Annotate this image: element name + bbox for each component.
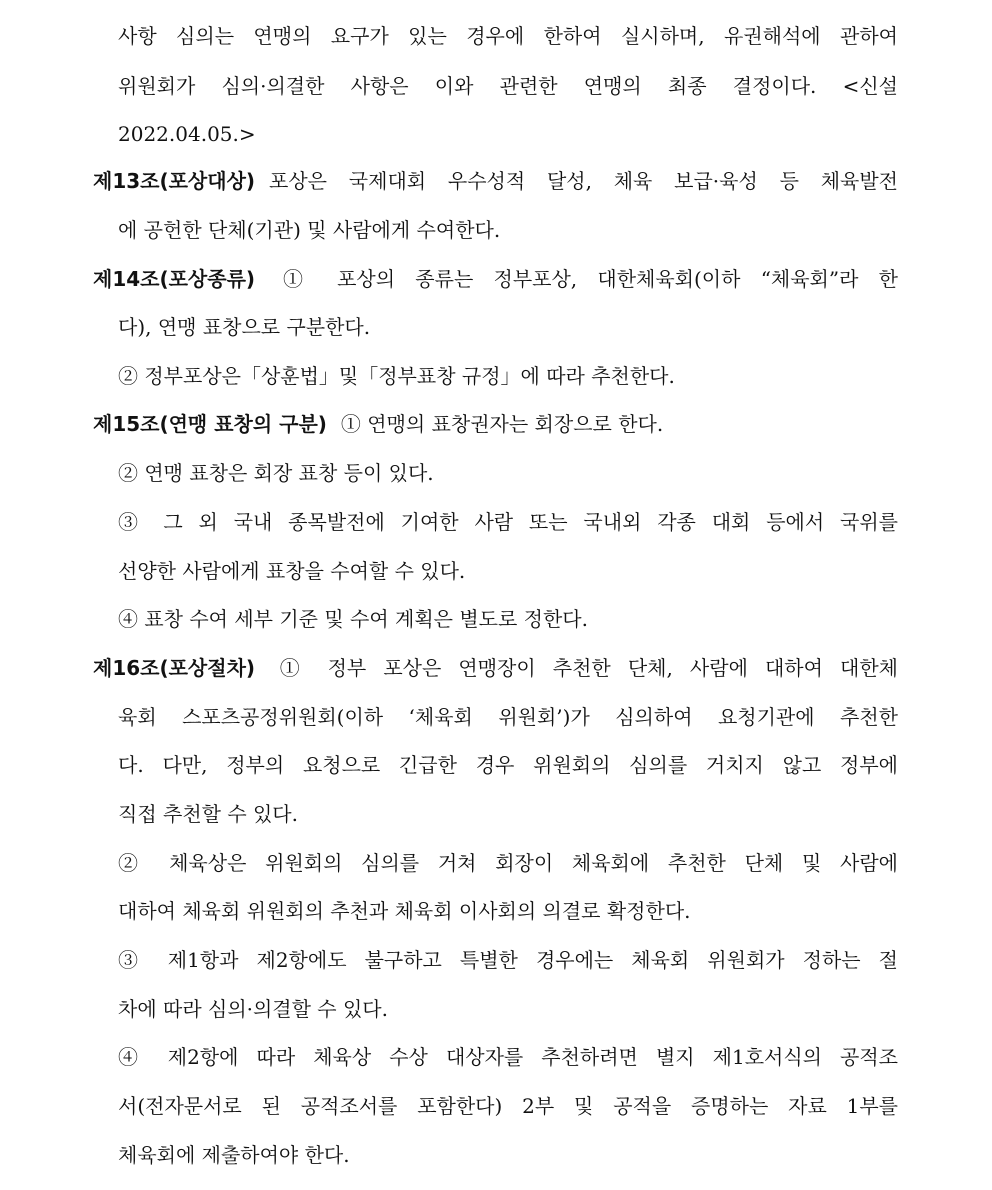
article-14-para-2: ② 정부포상은「상훈법」및「정부표창 규정」에 따라 추천한다. — [118, 364, 675, 388]
article-16-para-4-line-3: 체육회에 제출하여야 한다. — [118, 1143, 350, 1167]
article-16-para-4-line-1: ④ 제2항에 따라 체육상 수상 대상자를 추천하려면 별지 제1호서식의 공적조 — [118, 1045, 898, 1069]
article-13-text: 포상은 국제대회 우수성적 달성, 체육 보급·육성 등 체육발전 — [269, 169, 898, 193]
article-12-line-1: 사항 심의는 연맹의 요구가 있는 경우에 한하여 실시하며, 유권해석에 관하여 — [118, 24, 898, 48]
article-15-para-3-line-2: 선양한 사람에게 표창을 수여할 수 있다. — [118, 559, 466, 583]
article-16-line-3: 다. 다만, 정부의 요청으로 긴급한 경우 위원회의 심의를 거치지 않고 정부에 — [118, 753, 898, 777]
article-15-para-4: ④ 표창 수여 세부 기준 및 수여 계획은 별도로 정한다. — [118, 607, 588, 631]
article-16-line-2: 육회 스포츠공정위원회(이하 ‘체육회 위원회’)가 심의하여 요청기관에 추천한 — [118, 705, 898, 729]
article-12-line-3: 2022.04.05.> — [118, 122, 256, 146]
article-12-line-2: 위원회가 심의·의결한 사항은 이와 관련한 연맹의 최종 결정이다. <신설 — [118, 74, 898, 98]
article-14-heading: 제14조(포상종류) — [93, 267, 256, 291]
article-13-heading: 제13조(포상대상) — [93, 169, 256, 193]
article-13-line-1 — [93, 167, 898, 195]
article-14-line-2: 다), 연맹 표창으로 구분한다. — [118, 315, 371, 339]
article-15-heading: 제15조(연맹 표창의 구분) — [93, 412, 327, 436]
article-16-heading: 제16조(포상절차) — [93, 656, 256, 680]
article-13-line-2: 에 공헌한 단체(기관) 및 사람에게 수여한다. — [118, 218, 501, 242]
article-16-para-4-line-2: 서(전자문서로 된 공적조서를 포함한다) 2부 및 공적을 증명하는 자료 1부를 — [118, 1094, 898, 1118]
article-16-para-2-line-1: ② 체육상은 위원회의 심의를 거쳐 회장이 체육회에 추천한 단체 및 사람에 — [118, 851, 898, 875]
article-16-para-3-line-1: ③ 제1항과 제2항에도 불구하고 특별한 경우에는 체육회 위원회가 정하는 절 — [118, 948, 898, 972]
article-15-para-2: ② 연맹 표창은 회장 표창 등이 있다. — [118, 461, 434, 485]
article-16-para-2-line-2: 대하여 체육회 위원회의 추천과 체육회 이사회의 의결로 확정한다. — [118, 899, 691, 923]
article-16-text: ① 정부 포상은 연맹장이 추천한 단체, 사람에 대하여 대한체 — [269, 656, 898, 680]
article-14-text: ① 포상의 종류는 정부포상, 대한체육회(이하 “체육회”라 한 — [269, 267, 898, 291]
article-14-line-1 — [93, 265, 898, 293]
article-15-para-3-line-1: ③ 그 외 국내 종목발전에 기여한 사람 또는 국내외 각종 대회 등에서 국위를 — [118, 510, 898, 534]
article-16-para-3-line-2: 차에 따라 심의·의결할 수 있다. — [118, 997, 388, 1021]
article-16-line-4: 직접 추천할 수 있다. — [118, 802, 298, 826]
article-16-line-1 — [93, 654, 898, 682]
article-15-line-1 — [93, 410, 898, 438]
article-15-text: ① 연맹의 표창권자는 회장으로 한다. — [340, 412, 664, 436]
